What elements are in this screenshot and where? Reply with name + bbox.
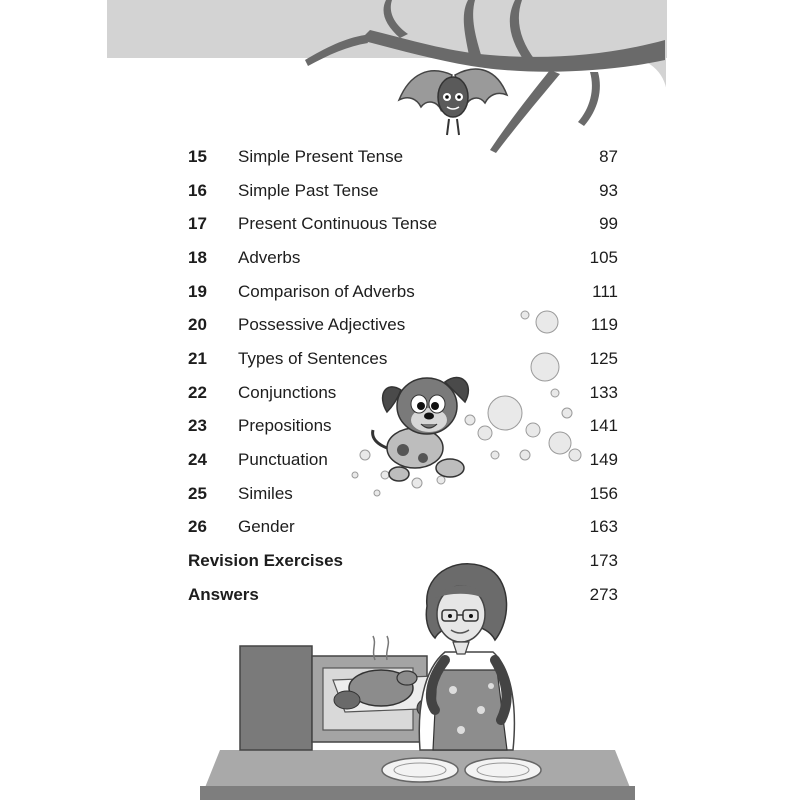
- toc-row[interactable]: [188, 410, 618, 444]
- page-number: 105: [589, 247, 618, 267]
- toc-row[interactable]: [188, 342, 618, 376]
- section-title: Answers: [188, 584, 259, 604]
- chapter-number: 21: [188, 348, 207, 368]
- section-title: Revision Exercises: [188, 551, 343, 571]
- chapter-title: Present Continuous Tense: [238, 214, 438, 234]
- page-number: 173: [589, 551, 618, 571]
- chapter-number: 22: [188, 382, 207, 402]
- toc-row[interactable]: [188, 511, 618, 545]
- page-number: 273: [589, 584, 618, 604]
- chapter-number: 20: [188, 315, 207, 335]
- table-of-contents: [188, 140, 618, 612]
- chapter-title: Simple Present Tense: [238, 146, 404, 166]
- page-number: 163: [589, 517, 618, 537]
- chapter-title: Comparison of Adverbs: [238, 281, 415, 301]
- chapter-number: 18: [188, 247, 207, 267]
- page-number: 119: [590, 315, 618, 335]
- chapter-title: Punctuation: [238, 450, 328, 470]
- toc-row[interactable]: [188, 376, 618, 410]
- toc-row[interactable]: [188, 174, 618, 208]
- page-number: 141: [589, 416, 618, 436]
- chapter-title: Adverbs: [238, 247, 301, 267]
- toc-row[interactable]: [188, 275, 618, 309]
- chapter-title: Gender: [238, 517, 295, 537]
- toc-row-revision-exercises[interactable]: [188, 544, 618, 578]
- chapter-number: 15: [188, 146, 207, 166]
- chapter-title: Simple Past Tense: [238, 180, 379, 200]
- chapter-number: 24: [188, 450, 207, 470]
- chapter-number: 17: [188, 214, 207, 234]
- chapter-number: 26: [188, 517, 207, 537]
- chapter-title: Types of Sentences: [238, 348, 388, 368]
- page-number: 133: [589, 382, 618, 402]
- page-number: 87: [599, 146, 618, 166]
- page-number: 149: [589, 450, 618, 470]
- toc-row[interactable]: [188, 477, 618, 511]
- toc-row[interactable]: [188, 207, 618, 241]
- page-number: 99: [599, 214, 618, 234]
- toc-row-answers[interactable]: [188, 578, 618, 612]
- page-number: 111: [592, 281, 618, 301]
- toc-row[interactable]: [188, 308, 618, 342]
- chapter-title: Conjunctions: [238, 382, 337, 402]
- chapter-number: 25: [188, 483, 207, 503]
- toc-row[interactable]: [188, 241, 618, 275]
- chapter-number: 23: [188, 416, 207, 436]
- toc-row[interactable]: [188, 443, 618, 477]
- page-number: 156: [589, 483, 618, 503]
- chapter-title: Similes: [238, 483, 293, 503]
- chapter-number: 19: [188, 281, 207, 301]
- gray-band-top: [107, 0, 667, 58]
- toc-row[interactable]: [188, 140, 618, 174]
- chapter-title: Possessive Adjectives: [238, 315, 406, 335]
- page-number: 93: [599, 180, 618, 200]
- chapter-number: 16: [188, 180, 207, 200]
- page-number: 125: [589, 348, 618, 368]
- chapter-title: Prepositions: [238, 416, 332, 436]
